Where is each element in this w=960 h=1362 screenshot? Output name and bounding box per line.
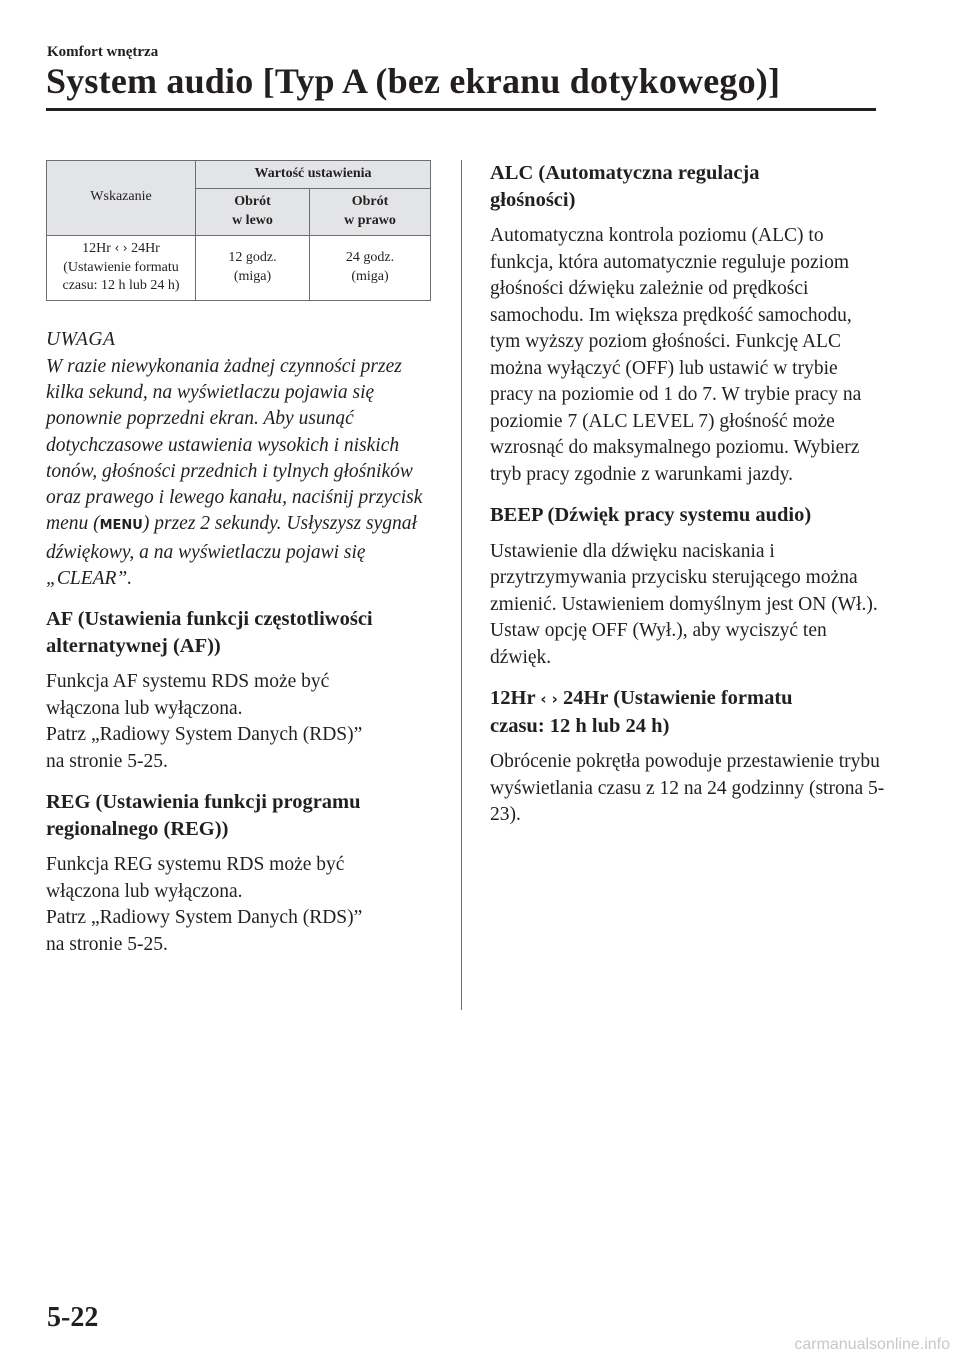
- note-block: [46, 327, 436, 592]
- header-turn-left: Obrót w lewo: [196, 188, 310, 235]
- reg-heading: REG (Ustawienia funkcji programu regionalnego (REG)): [46, 791, 361, 840]
- clock-format-heading: 12Hr ‹ › 24Hr (Ustawienie formatu czasu: 12 h lub 24 h): [490, 687, 793, 737]
- header-turn-right: Obrót w prawo: [309, 188, 430, 235]
- turn-right-value: 24 godz. (miga): [309, 235, 430, 301]
- turn-left-value: 12 godz. (miga): [196, 235, 310, 301]
- header-setting-value: Wartość ustawienia: [196, 161, 431, 189]
- header-indication: Wskazanie: [47, 161, 196, 236]
- table-row: [47, 235, 431, 301]
- clock-format-body: Obrócenie pokrętła powoduje przestawienie trybu wyświetlania czasu z 12 na 24 godzinny (strona 5-23).: [490, 751, 885, 825]
- af-heading: AF (Ustawienia funkcji częstotliwości alternatywnej (AF)): [46, 608, 373, 657]
- chevron-left-icon: ‹: [540, 690, 547, 708]
- note-title: UWAGA: [46, 329, 116, 351]
- column-divider: [461, 160, 462, 1010]
- chevron-left-icon: ‹: [114, 240, 120, 255]
- settings-table: [46, 160, 431, 301]
- alc-body: Automatyczna kontrola poziomu (ALC) to funkcja, która automatycznie reguluje poziom głośności dźwięku zależnie od prędkości samochodu. Im większa prędkość samochodu, tym wyższy poziom głośności. Funkcję ALC można wyłączyć (OFF) lub ustawić w trybie pracy na poziomie od 1 do 7. W trybie pracy na poziomie 7 (ALC LEVEL 7) głośność może wzrosnąć do maksymalnego poziomu. Wybierz tryb pracy zgodnie z warunkami jazdy.: [490, 225, 862, 485]
- note-text: W razie niewykonania żadnej czynności przez kilka sekund, na wyświetlaczu pojawia się ponownie poprzedni ekran. Aby usunąć dotychczasowe ustawienia wysokich i niskich tonów, głośności przednich i tylnych głośników oraz prawego i lewego kanału, naciśnij przycisk menu (MENU) przez 2 sekundy. Usłyszysz sygnał dźwiękowy, a na wyświetlaczu pojawi się „CLEAR”.: [46, 355, 423, 590]
- section-label: Komfort wnętrza: [47, 44, 159, 60]
- beep-body: Ustawienie dla dźwięku naciskania i przytrzymywania przycisku sterującego można zmienić. Ustawieniem domyślnym jest ON (Wł.). Ustaw opcję OFF (Wył.), aby wyciszyć ten dźwięk.: [490, 540, 878, 668]
- alc-heading: ALC (Automatyczna regulacja głośności): [490, 162, 760, 211]
- header-rule: [46, 108, 876, 111]
- menu-button-icon: MENU: [99, 518, 143, 534]
- right-column: [490, 160, 885, 829]
- indication-cell: 12Hr ‹ › 24Hr (Ustawienie formatu czasu: 12 h lub 24 h): [47, 235, 196, 301]
- page-title: System audio [Typ A (bez ekranu dotykowego)]: [46, 61, 781, 101]
- beep-heading: BEEP (Dźwięk pracy systemu audio): [490, 504, 812, 526]
- chevron-right-icon: ›: [551, 690, 558, 708]
- chevron-right-icon: ›: [122, 240, 128, 255]
- left-column: [46, 160, 436, 958]
- reg-body: Funkcja REG systemu RDS może być włączona lub wyłączona. Patrz „Radiowy System Danych (RDS)” na stronie 5-25.: [46, 854, 363, 955]
- page-number: 5-22: [47, 1302, 99, 1333]
- watermark: carmanualsonline.info: [794, 1336, 950, 1353]
- af-body: Funkcja AF systemu RDS może być włączona lub wyłączona. Patrz „Radiowy System Danych (RDS)” na stronie 5-25.: [46, 671, 363, 772]
